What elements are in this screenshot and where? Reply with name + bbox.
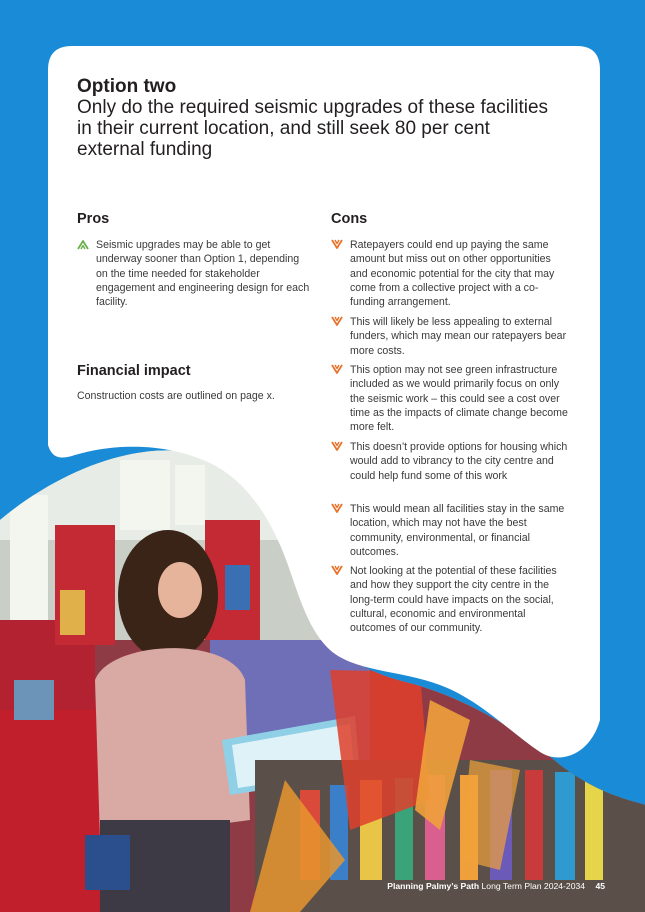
- cons-item-text: Not looking at the potential of these facilities and how they support the city centre in the long-term could have impacts on the social, cultural, economic and environmental outcomes of our community.: [350, 565, 557, 635]
- cons-item-text: This option may not see green infrastructure included as we would primarily focus on only the seismic work – this could see a cost over time as the impacts of climate change become more felt.: [350, 364, 568, 434]
- footer-plan: Long Term Plan 2024-2034: [481, 881, 586, 891]
- cons-item: [350, 315, 568, 358]
- financial-impact-text: Construction costs are outlined on page x.: [77, 390, 275, 402]
- cons-item: [350, 502, 568, 559]
- chevron-down-icon: [331, 239, 343, 250]
- footer-brand: Planning Palmy’s Path: [387, 881, 480, 891]
- cons-item: [350, 363, 568, 434]
- cons-item: [350, 564, 568, 635]
- chevron-down-icon: [331, 316, 343, 327]
- option-title: Only do the required seismic upgrades of these facilities in their current location, and still seek 80 per cent external funding: [77, 97, 549, 160]
- pros-item: [96, 238, 312, 309]
- cons-item-text: Ratepayers could end up paying the same amount but miss out on other opportunities and economic potential for the city that may come from a collective project with a co-funding arrangement.: [350, 239, 555, 309]
- option-heading: [77, 77, 557, 160]
- cons-item-text: This would mean all facilities stay in the same location, which may not have the best community, environmental, or financial outcomes.: [350, 503, 565, 558]
- financial-impact-title: Financial impact: [77, 363, 191, 379]
- cons-title: Cons: [331, 211, 368, 227]
- option-label: Option two: [77, 76, 177, 97]
- page-footer: [387, 881, 605, 891]
- page-number: 45: [595, 881, 605, 891]
- chevron-down-icon: [331, 441, 343, 452]
- cons-item-text: This doesn’t provide options for housing which would add to vibrancy to the city centre and could help fund some of this work: [350, 441, 568, 482]
- chevron-up-icon: [77, 239, 89, 250]
- cons-item: [350, 440, 568, 483]
- chevron-down-icon: [331, 565, 343, 576]
- cons-item: [350, 238, 568, 309]
- chevron-down-icon: [331, 364, 343, 375]
- cons-item-text: This will likely be less appealing to external funders, which may mean our ratepayers bear more costs.: [350, 316, 567, 357]
- pros-title: Pros: [77, 211, 110, 227]
- chevron-down-icon: [331, 503, 343, 514]
- pros-item-text: Seismic upgrades may be able to get underway sooner than Option 1, depending on the time needed for stakeholder engagement and engineering design for each facility.: [96, 239, 310, 309]
